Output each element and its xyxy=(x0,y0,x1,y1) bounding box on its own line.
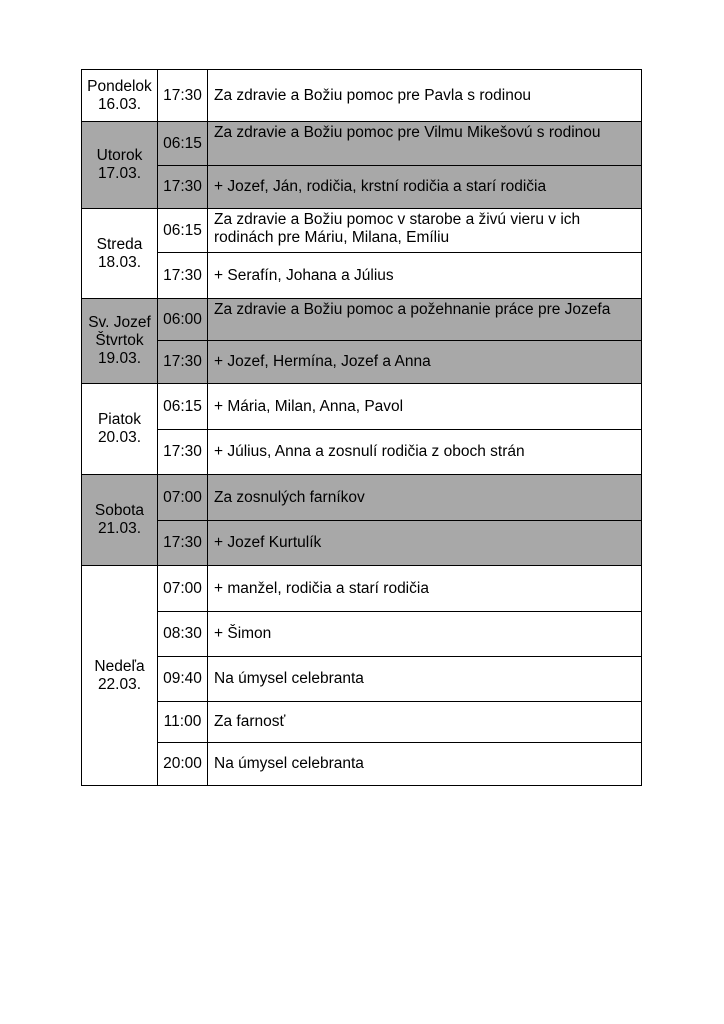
mass-time: 06:15 xyxy=(158,384,208,430)
mass-time: 09:40 xyxy=(158,657,208,702)
day-cell-monday xyxy=(82,70,158,122)
day-name: Streda xyxy=(96,235,143,253)
mass-intention: Za zdravie a Božiu pomoc pre Vilmu Mikešovú s rodinou xyxy=(208,122,642,166)
day-cell-friday xyxy=(82,384,158,475)
mass-intention: Za zosnulých farníkov xyxy=(208,475,642,521)
mass-time: 06:15 xyxy=(158,122,208,166)
table-row xyxy=(82,430,642,475)
mass-time: 17:30 xyxy=(158,521,208,566)
day-cell-wednesday xyxy=(82,209,158,299)
mass-time: 20:00 xyxy=(158,743,208,786)
day-cell-thursday xyxy=(82,299,158,384)
mass-intention: + Jozef Kurtulík xyxy=(208,521,642,566)
day-name: Piatok xyxy=(97,411,142,428)
table-row xyxy=(82,475,642,521)
mass-time: 17:30 xyxy=(158,430,208,475)
table-row xyxy=(82,122,642,166)
mass-intention: Za farnosť xyxy=(208,702,642,743)
mass-schedule-table xyxy=(81,69,642,786)
mass-intention: + Jozef, Ján, rodičia, krstní rodičia a starí rodičia xyxy=(208,166,642,209)
table-row xyxy=(82,341,642,384)
mass-time: 07:00 xyxy=(158,475,208,521)
day-name: Štvrtok xyxy=(95,332,144,349)
table-row xyxy=(82,657,642,702)
mass-time: 07:00 xyxy=(158,566,208,612)
day-date: 22.03. xyxy=(97,675,142,693)
mass-intention: Za zdravie a Božiu pomoc a požehnanie práce pre Jozefa xyxy=(208,299,642,341)
day-date: 21.03. xyxy=(97,520,142,537)
mass-time: 17:30 xyxy=(158,70,208,122)
table-row xyxy=(82,702,642,743)
mass-time: 11:00 xyxy=(158,702,208,743)
mass-intention: Za zdravie a Božiu pomoc pre Pavla s rodinou xyxy=(208,70,642,122)
mass-intention: Za zdravie a Božiu pomoc v starobe a živú vieru v ich rodinách pre Máriu, Milana, Emíliu xyxy=(208,209,642,253)
day-date: 20.03. xyxy=(97,429,142,446)
table-row xyxy=(82,743,642,786)
mass-intention: Na úmysel celebranta xyxy=(208,657,642,702)
table-row xyxy=(82,209,642,253)
day-name: Utorok xyxy=(96,147,143,164)
mass-time: 17:30 xyxy=(158,166,208,209)
mass-intention: + Jozef, Hermína, Jozef a Anna xyxy=(208,341,642,384)
day-cell-saturday xyxy=(82,475,158,566)
mass-intention: Na úmysel celebranta xyxy=(208,743,642,786)
mass-time: 06:15 xyxy=(158,209,208,253)
mass-intention: + Július, Anna a zosnulí rodičia z oboch strán xyxy=(208,430,642,475)
table-row xyxy=(82,253,642,299)
mass-time: 06:00 xyxy=(158,299,208,341)
day-name: Nedeľa xyxy=(94,657,145,675)
day-date: 19.03. xyxy=(97,350,142,367)
day-name: Pondelok xyxy=(87,77,152,95)
day-date: 18.03. xyxy=(97,253,142,271)
mass-time: 17:30 xyxy=(158,341,208,384)
day-date: 16.03. xyxy=(97,95,142,113)
table-row xyxy=(82,384,642,430)
mass-intention: + Šimon xyxy=(208,612,642,657)
day-cell-sunday xyxy=(82,566,158,786)
table-row xyxy=(82,612,642,657)
mass-intention: + manžel, rodičia a starí rodičia xyxy=(208,566,642,612)
day-cell-tuesday xyxy=(82,122,158,209)
mass-time: 08:30 xyxy=(158,612,208,657)
feast-name: Sv. Jozef xyxy=(88,314,151,331)
table-row xyxy=(82,521,642,566)
mass-intention: + Mária, Milan, Anna, Pavol xyxy=(208,384,642,430)
day-date: 17.03. xyxy=(97,165,142,182)
table-row xyxy=(82,70,642,122)
table-row xyxy=(82,299,642,341)
day-name: Sobota xyxy=(94,502,145,519)
mass-time: 17:30 xyxy=(158,253,208,299)
table-row xyxy=(82,166,642,209)
table-row xyxy=(82,566,642,612)
mass-intention: + Serafín, Johana a Július xyxy=(208,253,642,299)
